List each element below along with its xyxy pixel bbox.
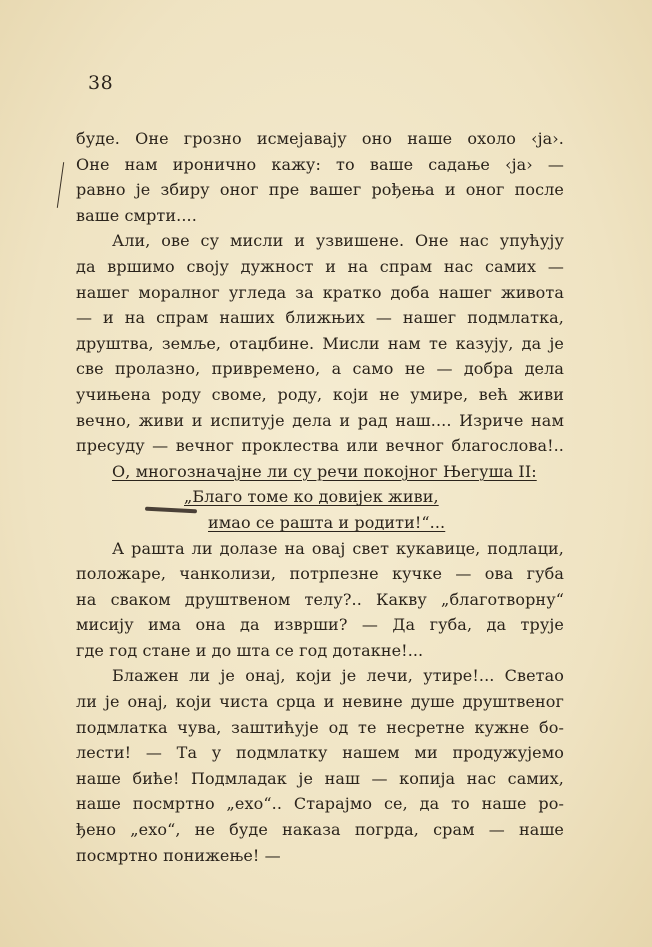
text-line: А рашта ли долазе на овај свет кукавице, подлаци,: [112, 538, 564, 558]
text-line: ваше смрти....: [76, 205, 197, 225]
text-line: где год стане и до шта се год дотакне!...: [76, 640, 424, 660]
text-line: ђено „ехо“, не буде наказа погрда, срам — наше: [76, 820, 564, 840]
text-line: лести! — Та у подмлатку нашем ми продужујемо: [76, 743, 564, 763]
text-line: посмртно понижење! —: [76, 845, 281, 865]
text-line: Али, ове су мисли и узвишене. Оне нас упућују: [112, 231, 564, 251]
text-line: друштва, земље, отаџбине. Мисли нам те казују, да је: [76, 333, 564, 353]
text-line: Оне нам иронично кажу: то ваше садање ‹ја› —: [76, 154, 564, 174]
text-line: све пролазно, привремено, а само не — добра дела: [76, 359, 564, 379]
text-line: наше биће! Подмладак је наш — копија нас самих,: [76, 768, 564, 788]
text-line: О, многозначајне ли су речи покојног Његуша II:: [112, 461, 537, 481]
text-line: — и на спрам наших ближњих — нашег подмлатка,: [76, 308, 564, 328]
text-line: равно је збиру оног пре вашег рођења и оног после: [76, 180, 564, 200]
text-line: ли је онај, који чиста срца и невине душе друштвеног: [76, 692, 564, 712]
text-line: пресуду — вечног проклества или вечног благослова!..: [76, 436, 564, 456]
text-line: на сваком друштвеном телу?.. Какву „благотворну“: [76, 589, 564, 609]
text-line: учињена роду своме, роду, који не умире, већ живи: [76, 384, 564, 404]
margin-pen-mark: [57, 162, 64, 208]
text-line: буде. Оне грозно исмејавају оно наше охоло ‹ја›.: [76, 129, 564, 148]
text-line: нашег моралног угледа за кратко доба нашег живота: [76, 282, 564, 302]
text-line: положаре, чанколизи, потрпезне кучке — ова губа: [76, 564, 564, 584]
text-line: Блажен ли је онај, који је лечи, утире!... Светао: [112, 666, 564, 686]
text-line: подмлатка чува, заштићује од те несретне кужне бо-: [76, 717, 564, 737]
quote-line: „Благо томе ко довијек живи,: [184, 487, 439, 507]
quote-line: имао се рашта и родити!“...: [208, 512, 446, 532]
text-line: да вршимо своју дужност и на спрам нас самих —: [76, 256, 564, 276]
body-text: [76, 126, 564, 868]
text-line: мисију има она да изврши? — Да губа, да трује: [76, 615, 564, 635]
page-number: 38: [88, 72, 114, 94]
text-line: вечно, живи и испитује дела и рад наш.... Изриче нам: [76, 410, 564, 430]
text-line: наше посмртно „ехо“.. Старајмо се, да то наше ро-: [76, 794, 564, 814]
